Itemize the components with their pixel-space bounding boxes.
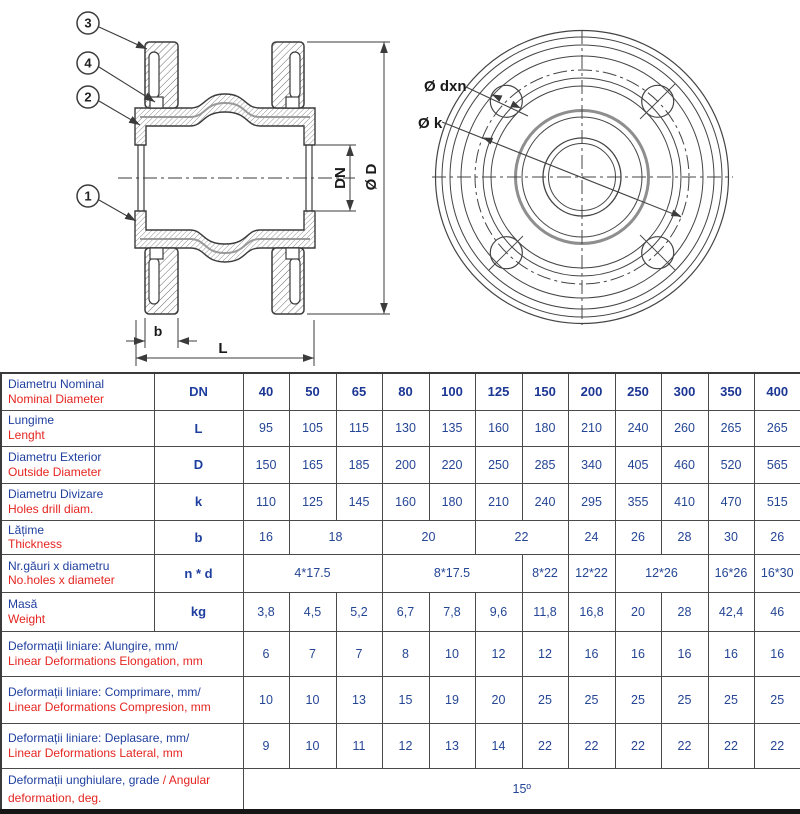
value-cell: 16,8	[568, 592, 615, 631]
value-cell: 10	[243, 676, 289, 723]
value-cell: 355	[615, 483, 661, 520]
value-cell: 65	[336, 373, 382, 410]
value-cell: 265	[754, 410, 800, 446]
value-cell: 520	[708, 446, 754, 483]
value-cell: 5,2	[336, 592, 382, 631]
value-cell: 25	[661, 676, 708, 723]
value-cell: 20	[382, 520, 475, 554]
value-cell: 135	[429, 410, 475, 446]
value-cell: 22	[708, 723, 754, 768]
value-cell: 340	[568, 446, 615, 483]
row-label-en: Outside Diameter	[8, 464, 102, 479]
value-cell: 160	[475, 410, 522, 446]
row-label-en: Lenght	[8, 428, 45, 442]
value-cell: 565	[754, 446, 800, 483]
value-cell: 210	[475, 483, 522, 520]
value-cell: 22	[475, 520, 568, 554]
value-cell: 400	[754, 373, 800, 410]
spec-table-body	[1, 373, 800, 811]
value-cell: 22	[661, 723, 708, 768]
value-cell: 165	[289, 446, 336, 483]
value-cell: 110	[243, 483, 289, 520]
value-cell: 28	[661, 520, 708, 554]
value-cell: 10	[289, 723, 336, 768]
bolt-slot-top-left	[149, 52, 159, 98]
value-cell: 410	[661, 483, 708, 520]
value-cell: 100	[429, 373, 475, 410]
value-cell: 250	[615, 373, 661, 410]
value-cell: 16	[661, 631, 708, 676]
row-label-ro: Diametru Exterior	[8, 449, 102, 464]
svg-text:1: 1	[84, 188, 92, 204]
row-label-ro: Deformații liniare: Alungire, mm/	[8, 639, 179, 654]
value-cell: 95	[243, 410, 289, 446]
row-label-ro: Nr.găuri x diametru	[8, 558, 110, 573]
table-row	[1, 554, 800, 592]
balloon-2	[77, 86, 140, 125]
row-label	[1, 631, 243, 676]
value-cell: 200	[382, 446, 429, 483]
row-label	[1, 768, 243, 811]
value-cell: 20	[615, 592, 661, 631]
value-cell: 22	[568, 723, 615, 768]
value-cell: 470	[708, 483, 754, 520]
value-cell: 12	[475, 631, 522, 676]
row-label-ro: Diametru Nominal	[8, 377, 105, 392]
value-cell: 145	[336, 483, 382, 520]
dim-label-dn: DN	[331, 167, 349, 189]
table-row	[1, 631, 800, 676]
value-cell: 260	[661, 410, 708, 446]
row-label	[1, 483, 154, 520]
value-cell: 285	[522, 446, 568, 483]
dxn-label: Ø dxn	[424, 78, 467, 95]
clip-top-left	[150, 97, 163, 108]
row-label	[1, 520, 154, 554]
value-cell: 240	[522, 483, 568, 520]
value-cell: 150	[522, 373, 568, 410]
value-cell: 8*22	[522, 554, 568, 592]
row-label	[1, 373, 154, 410]
row-label-en: Thickness	[8, 537, 63, 552]
table-row	[1, 410, 800, 446]
row-label-en: Weight	[8, 611, 46, 626]
value-cell: 16	[615, 631, 661, 676]
clip-bottom-right	[286, 248, 299, 259]
value-cell: 16	[754, 631, 800, 676]
row-label	[1, 554, 154, 592]
drawing-svg	[0, 0, 800, 372]
value-cell: 9	[243, 723, 289, 768]
value-cell: 12	[382, 723, 429, 768]
row-label-ro: Deformații unghiulare, grade	[8, 772, 160, 787]
row-symbol: b	[154, 520, 243, 554]
value-cell: 220	[429, 446, 475, 483]
value-cell: 16*26	[708, 554, 754, 592]
table-row	[1, 520, 800, 554]
section-view	[77, 12, 390, 366]
bolt-slot-top-right	[290, 52, 300, 98]
value-cell: 210	[568, 410, 615, 446]
value-cell: 15	[382, 676, 429, 723]
table-row	[1, 723, 800, 768]
value-cell: 10	[429, 631, 475, 676]
value-cell: 3,8	[243, 592, 289, 631]
row-symbol: DN	[154, 373, 243, 410]
dim-label-length: L	[218, 340, 228, 357]
value-cell: 125	[475, 373, 522, 410]
value-cell: 7,8	[429, 592, 475, 631]
clip-top-right	[286, 97, 299, 108]
svg-text:4: 4	[84, 55, 92, 71]
row-label	[1, 723, 243, 768]
value-cell: 25	[708, 676, 754, 723]
value-cell: 130	[382, 410, 429, 446]
bolt-slot-bottom-left	[149, 258, 159, 304]
row-label-en: Linear Deformations Lateral, mm	[8, 745, 183, 760]
row-label-en: Holes drill diam.	[8, 501, 94, 516]
value-cell: 25	[568, 676, 615, 723]
value-cell: 8*17.5	[382, 554, 522, 592]
table-row	[1, 592, 800, 631]
value-cell: 405	[615, 446, 661, 483]
value-cell: 4,5	[289, 592, 336, 631]
value-cell: 150	[243, 446, 289, 483]
value-cell: 22	[754, 723, 800, 768]
value-cell: 11,8	[522, 592, 568, 631]
value-cell: 25	[522, 676, 568, 723]
value-cell: 16*30	[754, 554, 800, 592]
spec-table	[0, 372, 800, 814]
value-cell: 12	[522, 631, 568, 676]
value-cell: 13	[336, 676, 382, 723]
row-label-en: Linear Deformations Elongation, mm	[8, 653, 203, 668]
value-cell: 22	[615, 723, 661, 768]
row-label-en: No.holes x diameter	[8, 573, 115, 588]
value-cell: 515	[754, 483, 800, 520]
row-label	[1, 446, 154, 483]
row-label	[1, 592, 154, 631]
row-label-ro: Diametru Divizare	[8, 486, 104, 501]
row-label-ro: Masă	[8, 597, 38, 612]
value-cell: 20	[475, 676, 522, 723]
balloon-3	[77, 12, 147, 49]
value-cell: 350	[708, 373, 754, 410]
value-cell: 18	[289, 520, 382, 554]
row-label	[1, 676, 243, 723]
clip-bottom-left	[150, 248, 163, 259]
value-cell: 8	[382, 631, 429, 676]
value-cell: 4*17.5	[243, 554, 382, 592]
value-cell: 26	[754, 520, 800, 554]
value-cell: 12*26	[615, 554, 708, 592]
value-cell: 13	[429, 723, 475, 768]
value-cell: 80	[382, 373, 429, 410]
value-cell: 7	[289, 631, 336, 676]
value-cell: 300	[661, 373, 708, 410]
svg-text:3: 3	[84, 15, 92, 31]
value-cell: 22	[522, 723, 568, 768]
value-cell: 16	[243, 520, 289, 554]
technical-drawing	[0, 0, 800, 372]
bolt-slot-bottom-right	[290, 258, 300, 304]
value-cell: 6	[243, 631, 289, 676]
value-cell: 7	[336, 631, 382, 676]
dim-label-outer-diameter: Ø D	[362, 163, 380, 191]
value-cell: 105	[289, 410, 336, 446]
row-label	[1, 410, 154, 446]
value-cell: 11	[336, 723, 382, 768]
row-symbol: D	[154, 446, 243, 483]
value-cell: 40	[243, 373, 289, 410]
value-cell: 240	[615, 410, 661, 446]
value-cell: 265	[708, 410, 754, 446]
balloon-1	[77, 185, 136, 221]
value-cell: 25	[754, 676, 800, 723]
row-symbol: k	[154, 483, 243, 520]
row-label-ro: Lățime	[8, 522, 45, 537]
row-symbol: n * d	[154, 554, 243, 592]
table-row	[1, 373, 800, 410]
table-row	[1, 768, 800, 811]
value-cell: 295	[568, 483, 615, 520]
value-cell: 12*22	[568, 554, 615, 592]
row-label-en: Nominal Diameter	[8, 391, 105, 406]
value-cell: 28	[661, 592, 708, 631]
value-cell: 160	[382, 483, 429, 520]
row-symbol: L	[154, 410, 243, 446]
dim-label-flange-width: b	[153, 323, 163, 339]
value-cell: 250	[475, 446, 522, 483]
value-cell: 15º	[243, 768, 800, 811]
value-cell: 6,7	[382, 592, 429, 631]
row-label-en: Linear Deformations Compresion, mm	[8, 699, 211, 714]
value-cell: 16	[708, 631, 754, 676]
value-cell: 14	[475, 723, 522, 768]
row-label-ro: Lungime	[8, 413, 55, 428]
table-row	[1, 483, 800, 520]
value-cell: 460	[661, 446, 708, 483]
value-cell: 9,6	[475, 592, 522, 631]
value-cell: 24	[568, 520, 615, 554]
table-row	[1, 676, 800, 723]
value-cell: 30	[708, 520, 754, 554]
value-cell: 180	[429, 483, 475, 520]
value-cell: 25	[615, 676, 661, 723]
value-cell: 19	[429, 676, 475, 723]
value-cell: 10	[289, 676, 336, 723]
value-cell: 185	[336, 446, 382, 483]
flange-front-view	[418, 30, 733, 325]
value-cell: 46	[754, 592, 800, 631]
value-cell: 200	[568, 373, 615, 410]
row-label-ro: Deformații liniare: Comprimare, mm/	[8, 685, 201, 700]
value-cell: 50	[289, 373, 336, 410]
svg-text:2: 2	[84, 89, 92, 105]
row-label-ro: Deformații liniare: Deplasare, mm/	[8, 731, 190, 746]
value-cell: 26	[615, 520, 661, 554]
table-row	[1, 446, 800, 483]
value-cell: 125	[289, 483, 336, 520]
k-label: Ø k	[418, 115, 443, 132]
value-cell: 42,4	[708, 592, 754, 631]
value-cell: 16	[568, 631, 615, 676]
value-cell: 180	[522, 410, 568, 446]
value-cell: 115	[336, 410, 382, 446]
row-symbol: kg	[154, 592, 243, 631]
row-label-en: / Angular deformation, deg.	[8, 772, 211, 805]
